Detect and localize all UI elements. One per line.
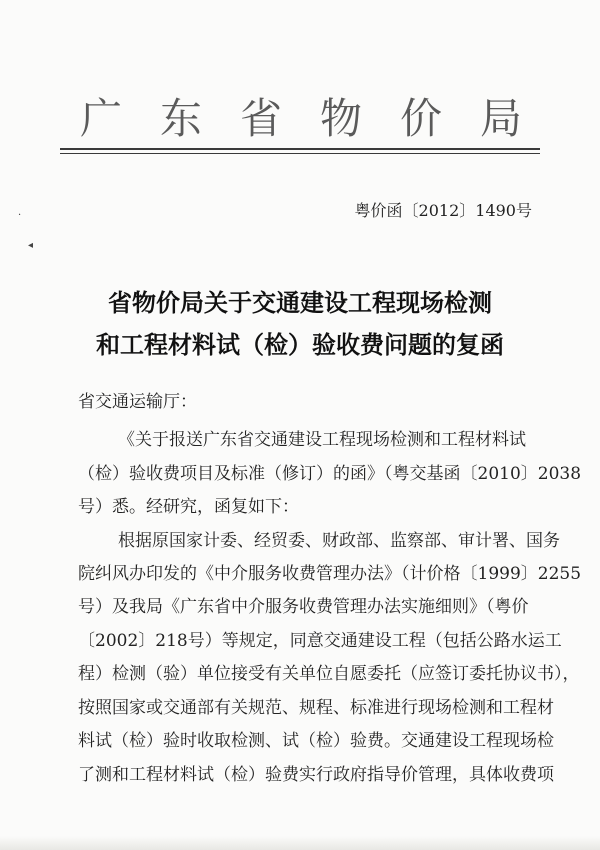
salutation: 省交通运输厅： bbox=[78, 392, 197, 412]
document-number: 粤价函〔2012〕1490号 bbox=[354, 201, 532, 220]
document-title-line-1: 省物价局关于交通建设工程现场检测 bbox=[108, 289, 492, 317]
body-line: 〔2002〕218号）等规定，同意交通建设工程（包括公路水运工 bbox=[78, 631, 562, 651]
body-line: （检）验收费项目及标准（修订）的函》（粤交基函〔2010〕2038 bbox=[78, 464, 582, 484]
body-line: 程）检测（验）单位接受有关单位自愿委托（应签订委托协议书）， bbox=[78, 664, 580, 684]
body-line: 号）及我局《广东省中介服务收费管理办法实施细则》（粤价 bbox=[78, 597, 529, 617]
scan-mark: · bbox=[18, 210, 22, 221]
body-line: 了测和工程材料试（检）验费实行政府指导价管理，具体收费项 bbox=[78, 765, 554, 785]
body-line: 《关于报送广东省交通建设工程现场检测和工程材料试 bbox=[118, 430, 526, 450]
body-line: 按照国家或交通部有关规范、规程、标准进行现场检测和工程材 bbox=[78, 698, 554, 718]
scan-bottom-edge bbox=[0, 836, 600, 850]
document-title-line-2: 和工程材料试（检）验收费问题的复函 bbox=[96, 331, 504, 359]
letterhead-rule-thick bbox=[60, 148, 540, 150]
agency-letterhead: 广东省物价局 bbox=[80, 94, 561, 143]
letterhead-rule-thin bbox=[60, 153, 540, 154]
body-line: 号）悉。经研究，函复如下： bbox=[78, 497, 299, 517]
body-line: 料试（检）验时收取检测、试（检）验费。交通建设工程现场检 bbox=[78, 731, 554, 751]
scan-mark: ◂ bbox=[28, 240, 34, 251]
body-line: 院纠风办印发的《中介服务收费管理办法》（计价格〔1999〕2255 bbox=[78, 564, 582, 584]
body-line: 根据原国家计委、经贸委、财政部、监察部、审计署、国务 bbox=[118, 531, 560, 551]
